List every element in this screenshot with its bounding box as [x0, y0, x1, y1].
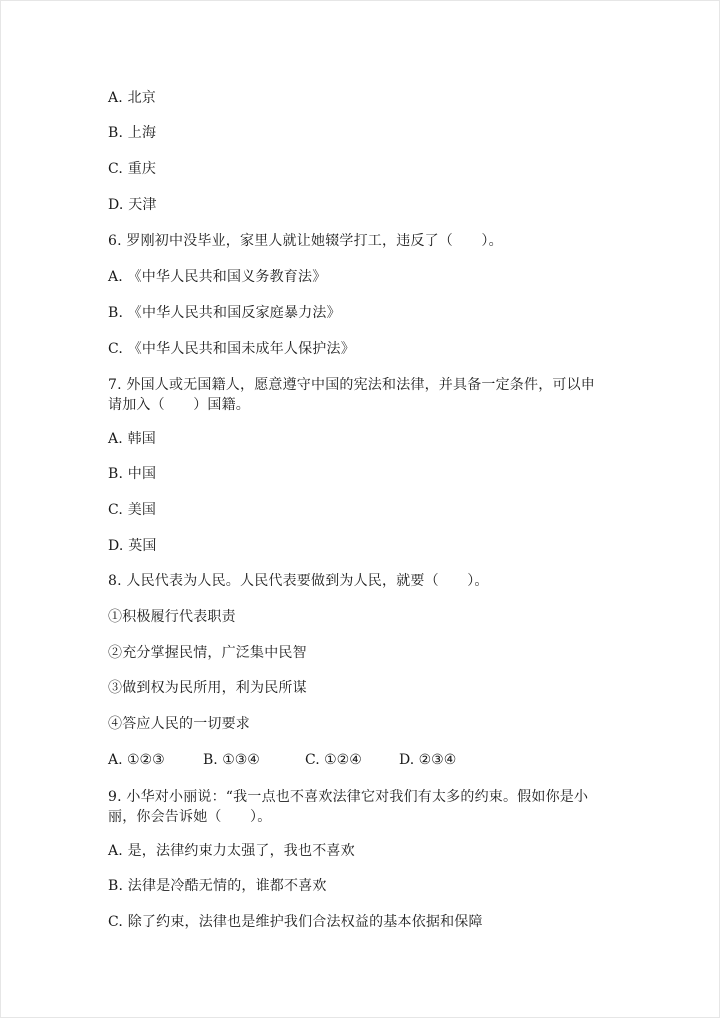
option-q8-b: B. ①③④: [203, 752, 260, 768]
option-q7-a: A. 韩国: [108, 431, 157, 447]
option-q5-d: D. 天津: [108, 197, 157, 213]
option-q7-b: B. 中国: [108, 466, 157, 482]
statement-2: ②充分掌握民情，广泛集中民智: [108, 645, 307, 661]
question-8: 8. 人民代表为人民。人民代表要做到为人民，就要（ ）。: [108, 573, 489, 589]
q8-options-row: [108, 750, 456, 770]
option-q7-c: C. 美国: [108, 502, 157, 518]
question-7-line-1: 7. 外国人或无国籍人，愿意遵守中国的宪法和法律，并具备一定条件，可以申: [108, 377, 596, 393]
option-q8-c: C. ①②④: [305, 752, 362, 768]
option-q8-a: A. ①②③: [108, 752, 165, 768]
option-q8-d: D. ②③④: [399, 752, 457, 768]
question-9-line-2: 丽，你会告诉她（ ）。: [108, 809, 272, 825]
statement-1: ①积极履行代表职责: [108, 609, 236, 625]
option-q9-b: B. 法律是冷酷无情的，谁都不喜欢: [108, 878, 327, 894]
option-q5-b: B. 上海: [108, 125, 157, 141]
statement-3: ③做到权为民所用，利为民所谋: [108, 680, 307, 696]
question-9-line-1: 9. 小华对小丽说：“我一点也不喜欢法律它对我们有太多的约束。假如你是小: [108, 789, 589, 805]
statement-4: ④答应人民的一切要求: [108, 716, 250, 732]
option-q6-a: A. 《中华人民共和国义务教育法》: [108, 269, 327, 285]
option-q9-c: C. 除了约束，法律也是维护我们合法权益的基本依据和保障: [108, 914, 483, 930]
question-7-line-2: 请加入（ ）国籍。: [108, 397, 250, 413]
question-6: 6. 罗刚初中没毕业，家里人就让她辍学打工，违反了（ ）。: [108, 233, 503, 249]
option-q6-b: B. 《中华人民共和国反家庭暴力法》: [108, 305, 341, 321]
option-q5-c: C. 重庆: [108, 161, 157, 177]
option-q7-d: D. 英国: [108, 538, 157, 554]
option-q9-a: A. 是，法律约束力太强了，我也不喜欢: [108, 843, 355, 859]
option-q6-c: C. 《中华人民共和国未成年人保护法》: [108, 341, 355, 357]
option-q5-a: A. 北京: [108, 90, 157, 106]
